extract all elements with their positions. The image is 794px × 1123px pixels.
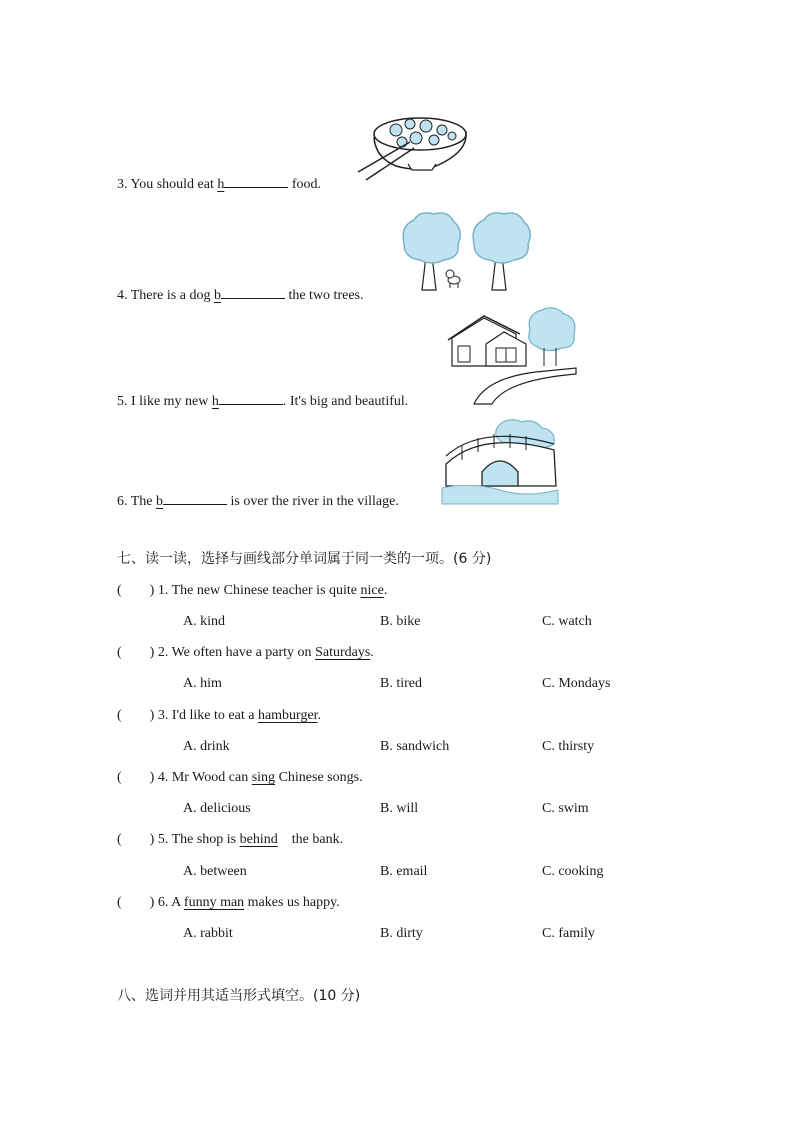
option-a[interactable]: A. delicious xyxy=(183,801,251,816)
sentence-text: food. xyxy=(291,177,322,192)
item-number: 3. xyxy=(117,177,128,192)
sentence-text: I like my new xyxy=(131,394,209,409)
answer-blank[interactable] xyxy=(163,490,227,505)
question-text: . xyxy=(370,645,374,660)
question-text: the bank. xyxy=(291,832,344,847)
question-text: A xyxy=(171,895,181,910)
section-7-title: 七、读一读，选择与画线部分单词属于同一类的一项。(6 分) xyxy=(117,551,492,567)
question-number: 6. xyxy=(157,895,169,910)
option-c[interactable]: C. Mondays xyxy=(542,676,611,691)
underlined-word: Saturdays xyxy=(315,645,371,660)
option-b[interactable]: B. tired xyxy=(380,676,422,691)
first-letter: b xyxy=(213,288,221,303)
question-row xyxy=(117,582,387,600)
item-number: 5. xyxy=(117,394,128,409)
option-c[interactable]: C. family xyxy=(542,926,595,941)
question-row xyxy=(117,894,340,912)
section-8-title: 八、选词并用其适当形式填空。(10 分) xyxy=(117,988,361,1004)
answer-parentheses[interactable]: ( ) xyxy=(117,895,155,910)
question-row xyxy=(117,769,363,787)
item-number: 4. xyxy=(117,288,128,303)
sentence-text: is over the river in the village. xyxy=(230,494,399,509)
sentence-text: You should eat xyxy=(130,177,214,192)
option-c[interactable]: C. cooking xyxy=(542,864,604,879)
question-text: . xyxy=(383,583,388,598)
underlined-word: hamburger xyxy=(257,708,318,723)
bridge-illustration xyxy=(442,416,560,506)
question-number: 4. xyxy=(157,770,169,785)
question-row xyxy=(117,831,343,849)
first-letter: h xyxy=(211,394,219,409)
option-b[interactable]: B. bike xyxy=(380,614,421,629)
answer-parentheses[interactable]: ( ) xyxy=(117,708,155,723)
option-c[interactable]: C. thirsty xyxy=(542,739,595,754)
question-text: Mr Wood can xyxy=(171,770,249,785)
option-a[interactable]: A. him xyxy=(183,676,222,691)
option-b[interactable]: B. dirty xyxy=(380,926,423,941)
sentence-text: the two trees. xyxy=(288,288,364,303)
question-text: I'd like to eat a xyxy=(171,708,255,723)
question-text: The shop is xyxy=(171,832,237,847)
answer-parentheses[interactable]: ( ) xyxy=(117,832,155,847)
question-text: Chinese songs. xyxy=(278,770,363,785)
answer-parentheses[interactable]: ( ) xyxy=(117,583,155,598)
first-letter: h xyxy=(217,177,225,192)
underlined-word: funny man xyxy=(183,895,245,910)
house-illustration xyxy=(446,304,578,404)
option-a[interactable]: A. rabbit xyxy=(183,926,233,941)
answer-parentheses[interactable]: ( ) xyxy=(117,770,155,785)
option-c[interactable]: C. watch xyxy=(542,614,592,629)
question-row xyxy=(117,644,374,662)
fill-in-item xyxy=(117,490,399,511)
answer-blank[interactable] xyxy=(224,173,288,188)
question-row xyxy=(117,707,321,725)
question-text: . xyxy=(317,708,322,723)
underlined-word: nice xyxy=(360,583,384,598)
question-number: 3. xyxy=(157,708,169,723)
question-text: We often have a party on xyxy=(171,645,312,660)
sentence-text: . It's big and beautiful. xyxy=(282,394,409,409)
option-a[interactable]: A. kind xyxy=(183,614,225,629)
question-number: 2. xyxy=(157,645,169,660)
fill-in-item xyxy=(117,173,321,194)
answer-blank[interactable] xyxy=(221,284,285,299)
option-b[interactable]: B. will xyxy=(380,801,419,816)
fill-in-item xyxy=(117,390,408,411)
first-letter: b xyxy=(156,494,164,509)
option-c[interactable]: C. swim xyxy=(542,801,589,816)
option-b[interactable]: B. sandwich xyxy=(380,739,450,754)
underlined-word: sing xyxy=(251,770,276,785)
answer-blank[interactable] xyxy=(219,390,283,405)
question-number: 1. xyxy=(157,583,169,598)
underlined-word: behind xyxy=(239,832,278,847)
question-text: The new Chinese teacher is quite xyxy=(171,583,358,598)
question-number: 5. xyxy=(157,832,169,847)
item-number: 6. xyxy=(117,494,128,509)
question-text: makes us happy. xyxy=(247,895,340,910)
answer-parentheses[interactable]: ( ) xyxy=(117,645,155,660)
sentence-text: The xyxy=(130,494,153,509)
fill-in-item xyxy=(117,284,363,305)
dog-between-trees-illustration xyxy=(398,208,538,298)
sentence-text: There is a dog xyxy=(130,288,211,303)
option-b[interactable]: B. email xyxy=(380,864,428,879)
option-a[interactable]: A. drink xyxy=(183,739,230,754)
bowl-of-food-illustration xyxy=(356,108,472,184)
option-a[interactable]: A. between xyxy=(183,864,247,879)
